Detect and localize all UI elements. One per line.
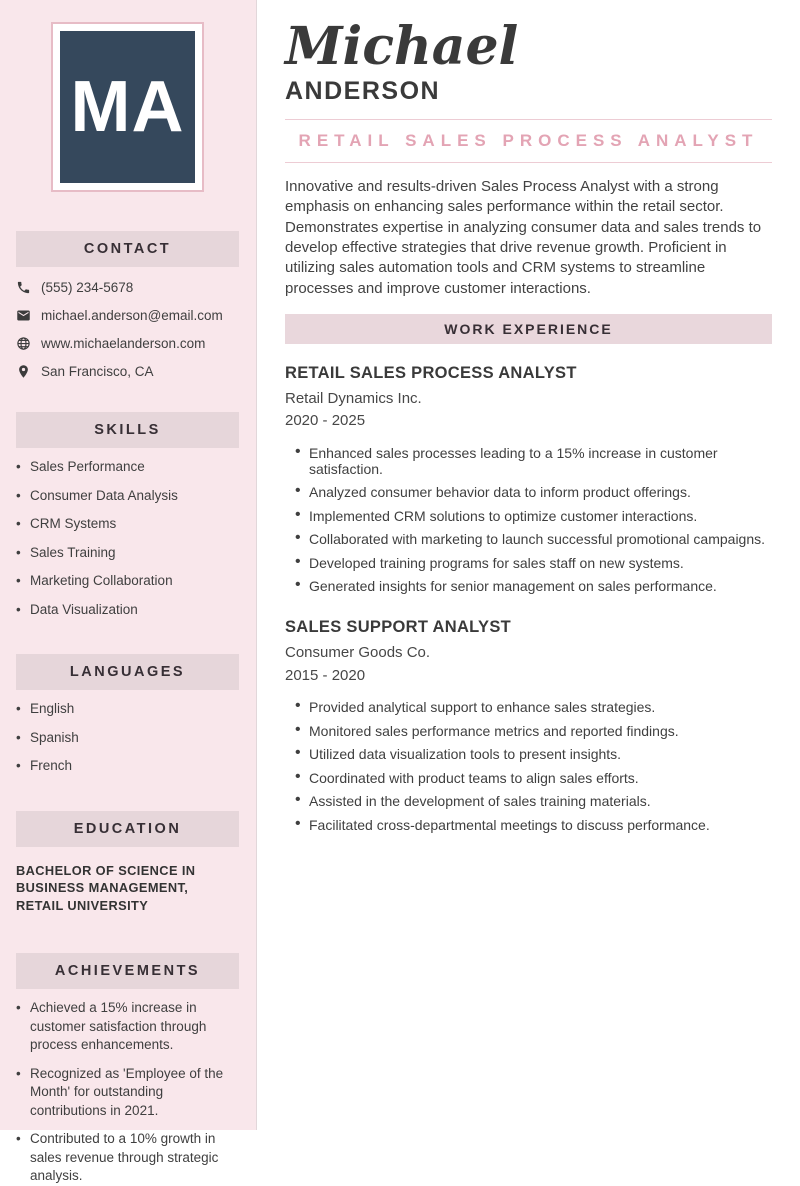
skills-section-header: SKILLS <box>16 412 239 448</box>
envelope-icon <box>16 308 31 323</box>
job-bullet: • Coordinated with product teams to align sales efforts. <box>285 770 772 786</box>
job-bullet: • Generated insights for senior management on sales performance. <box>285 578 772 594</box>
skill-item: • CRM Systems <box>16 515 239 534</box>
contact-list <box>16 280 239 379</box>
language-item: • English <box>16 700 239 719</box>
skill-item: • Sales Performance <box>16 458 239 477</box>
job-dates: 2020 - 2025 <box>285 412 366 430</box>
achievement-item: • Achieved a 15% increase in customer satisfaction through process enhancements. <box>16 999 239 1055</box>
skill-item: • Sales Training <box>16 544 239 563</box>
job-bullet-list <box>285 699 772 833</box>
job-bullet: • Implemented CRM solutions to optimize customer interactions. <box>285 508 772 524</box>
contact-email-text: michael.anderson@email.com <box>41 308 223 323</box>
contact-item-phone <box>16 280 239 295</box>
job-bullet: • Assisted in the development of sales training materials. <box>285 793 772 809</box>
achievement-item: • Contributed to a 10% growth in sales revenue through strategic analysis. <box>16 1130 239 1186</box>
first-name: Michael <box>285 16 519 77</box>
achievement-item: • Recognized as 'Employee of the Month' for outstanding contributions in 2021. <box>16 1065 239 1121</box>
main-content <box>257 0 800 1130</box>
contact-location-text: San Francisco, CA <box>41 364 154 379</box>
education-degree: BACHELOR OF SCIENCE IN BUSINESS MANAGEMENT, RETAIL UNIVERSITY <box>16 862 196 913</box>
job-entry <box>285 364 772 595</box>
job-bullet: • Analyzed consumer behavior data to inform product offerings. <box>285 484 772 500</box>
job-bullet: • Monitored sales performance metrics and reported findings. <box>285 723 772 739</box>
skill-item: • Data Visualization <box>16 601 239 620</box>
contact-item-location <box>16 364 239 379</box>
language-item: • Spanish <box>16 729 239 748</box>
achievements-list <box>16 999 239 1186</box>
contact-website-text: www.michaelanderson.com <box>41 336 206 351</box>
job-headline: RETAIL SALES PROCESS ANALYST <box>298 131 759 151</box>
globe-icon <box>16 336 31 351</box>
language-item: • French <box>16 757 239 776</box>
sidebar <box>0 0 257 1183</box>
job-role: SALES SUPPORT ANALYST <box>285 618 512 637</box>
contact-section-header: CONTACT <box>16 231 239 267</box>
skill-item: • Consumer Data Analysis <box>16 487 239 506</box>
languages-section-header: LANGUAGES <box>16 654 239 690</box>
contact-phone-text: (555) 234-5678 <box>41 280 134 295</box>
avatar-initials: MA <box>70 67 185 147</box>
job-bullet: • Enhanced sales processes leading to a 15% increase in customer satisfaction. <box>285 445 772 477</box>
job-company: Retail Dynamics Inc. <box>285 389 422 407</box>
job-bullet: • Facilitated cross-departmental meetings to discuss performance. <box>285 817 772 833</box>
languages-list <box>16 700 239 776</box>
location-pin-icon <box>16 364 31 379</box>
divider-bottom <box>285 162 772 163</box>
skills-list <box>16 458 239 619</box>
contact-item-website[interactable] <box>16 336 239 351</box>
skill-item: • Marketing Collaboration <box>16 572 239 591</box>
job-bullet: • Developed training programs for sales staff on new systems. <box>285 555 772 571</box>
phone-icon <box>16 280 31 295</box>
education-section-header: EDUCATION <box>16 811 239 847</box>
achievements-section-header: ACHIEVEMENTS <box>16 953 239 989</box>
job-bullet: • Utilized data visualization tools to present insights. <box>285 746 772 762</box>
job-role: RETAIL SALES PROCESS ANALYST <box>285 363 577 382</box>
contact-item-email[interactable] <box>16 308 239 323</box>
job-bullet: • Collaborated with marketing to launch successful promotional campaigns. <box>285 531 772 547</box>
work-experience-section-header: WORK EXPERIENCE <box>285 314 772 344</box>
job-company: Consumer Goods Co. <box>285 644 431 662</box>
last-name: ANDERSON <box>285 77 441 106</box>
avatar <box>51 22 204 192</box>
professional-summary: Innovative and results-driven Sales Process Analyst with a strong emphasis on enhancing sales performance within the retail sector. Demonstrates expertise in analyzing consumer data and sales trends to develop effective strategies that drive revenue growth. Proficient in utilizing sales automation tools and CRM systems to streamline processes and improve customer interactions. <box>285 178 762 297</box>
job-bullet-list <box>285 445 772 595</box>
job-bullet: • Provided analytical support to enhance sales strategies. <box>285 699 772 715</box>
avatar-box <box>60 31 195 183</box>
job-entry <box>285 618 772 833</box>
job-dates: 2015 - 2020 <box>285 666 366 684</box>
